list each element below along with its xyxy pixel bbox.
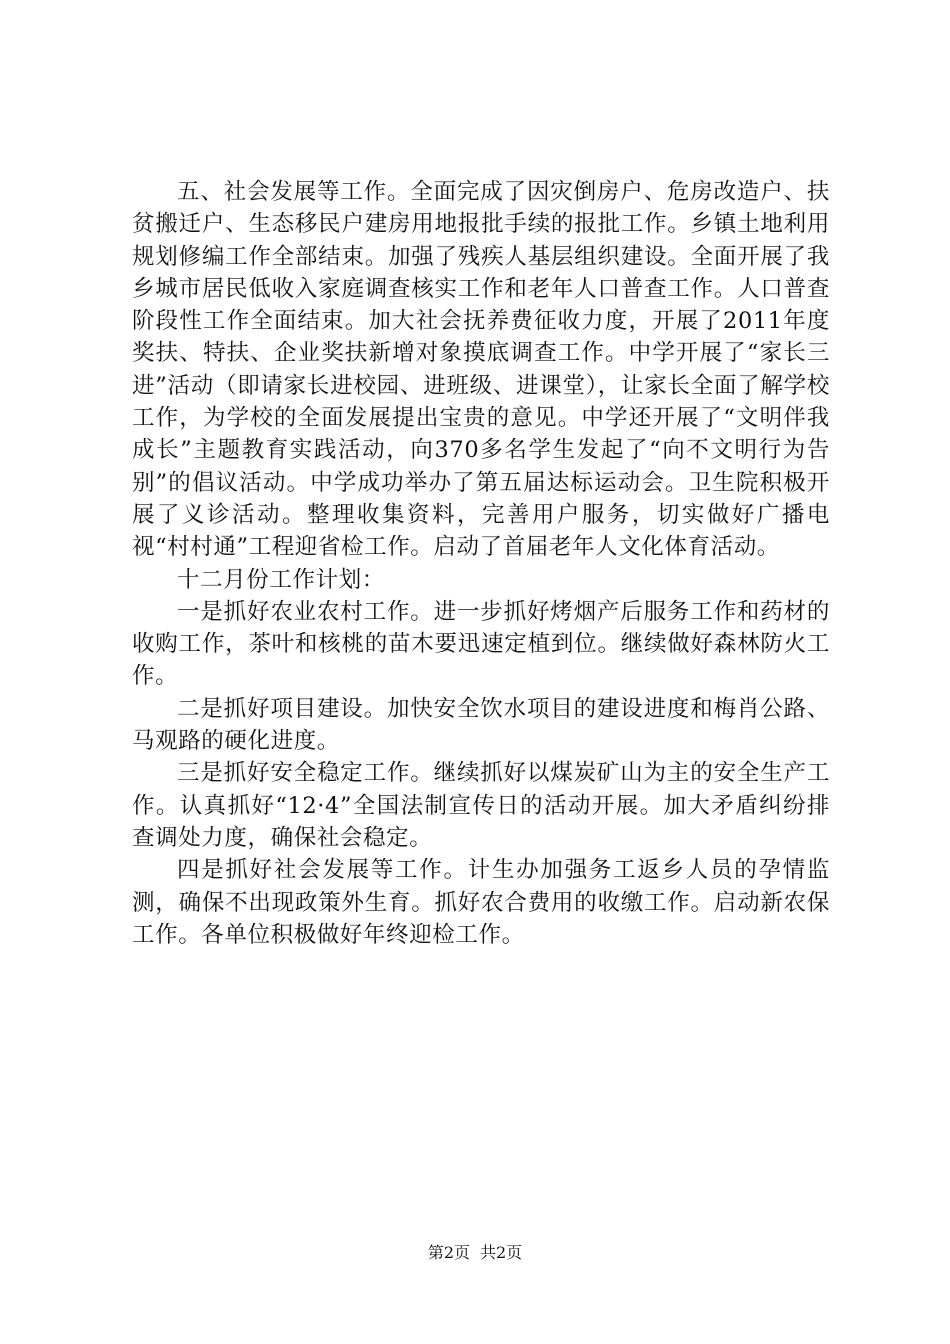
paragraph-social-development: 五、社会发展等工作。全面完成了因灾倒房户、危房改造户、扶贫搬迁户、生态移民户建房用地报批手续的报批工作。乡镇土地利用规划修编工作全部结束。加强了残疾人基层组织建设。全面开展了我乡城市居民低收入家庭调查核实工作和老年人口普查工作。人口普查阶段性工作全面结束。加大社会抚养费征收力度，开展了2011年度奖扶、特扶、企业奖扶新增对象摸底调查工作。中学开展了“家长三进”活动（即请家长进校园、进班级、进课堂），让家长全面了解学校工作，为学校的全面发展提出宝贵的意见。中学还开展了“文明伴我成长”主题教育实践活动，向370多名学生发起了“向不文明行为告别”的倡议活动。中学成功举办了第五届达标运动会。卫生院积极开展了义诊活动。整理收集资料，完善用户服务，切实做好广播电视“村村通”工程迎省检工作。启动了首届老年人文化体育活动。	[132, 179, 830, 561]
document-body	[132, 176, 830, 951]
paragraph-december-plan-heading: 十二月份工作计划：	[177, 566, 385, 593]
page-total: 共2页	[480, 1243, 523, 1262]
page-number: 第2页	[427, 1243, 470, 1262]
paragraph-plan-social: 四是抓好社会发展等工作。计生办加强务工返乡人员的孕情监测，确保不出现政策外生育。抓好农合费用的收缴工作。启动新农保工作。各单位积极做好年终迎检工作。	[132, 857, 830, 948]
paragraph-plan-agriculture: 一是抓好农业农村工作。进一步抓好烤烟产后服务工作和药材的收购工作，茶叶和核桃的苗木要迅速定植到位。继续做好森林防火工作。	[132, 598, 830, 690]
page-footer	[0, 1243, 950, 1263]
paragraph-plan-safety: 三是抓好安全稳定工作。继续抓好以煤炭矿山为主的安全生产工作。认真抓好“12·4”全国法制宣传日的活动开展。加大矛盾纠纷排查调处力度，确保社会稳定。	[132, 760, 830, 851]
paragraph-plan-projects: 二是抓好项目建设。加快安全饮水项目的建设进度和梅肖公路、马观路的硬化进度。	[132, 695, 830, 755]
